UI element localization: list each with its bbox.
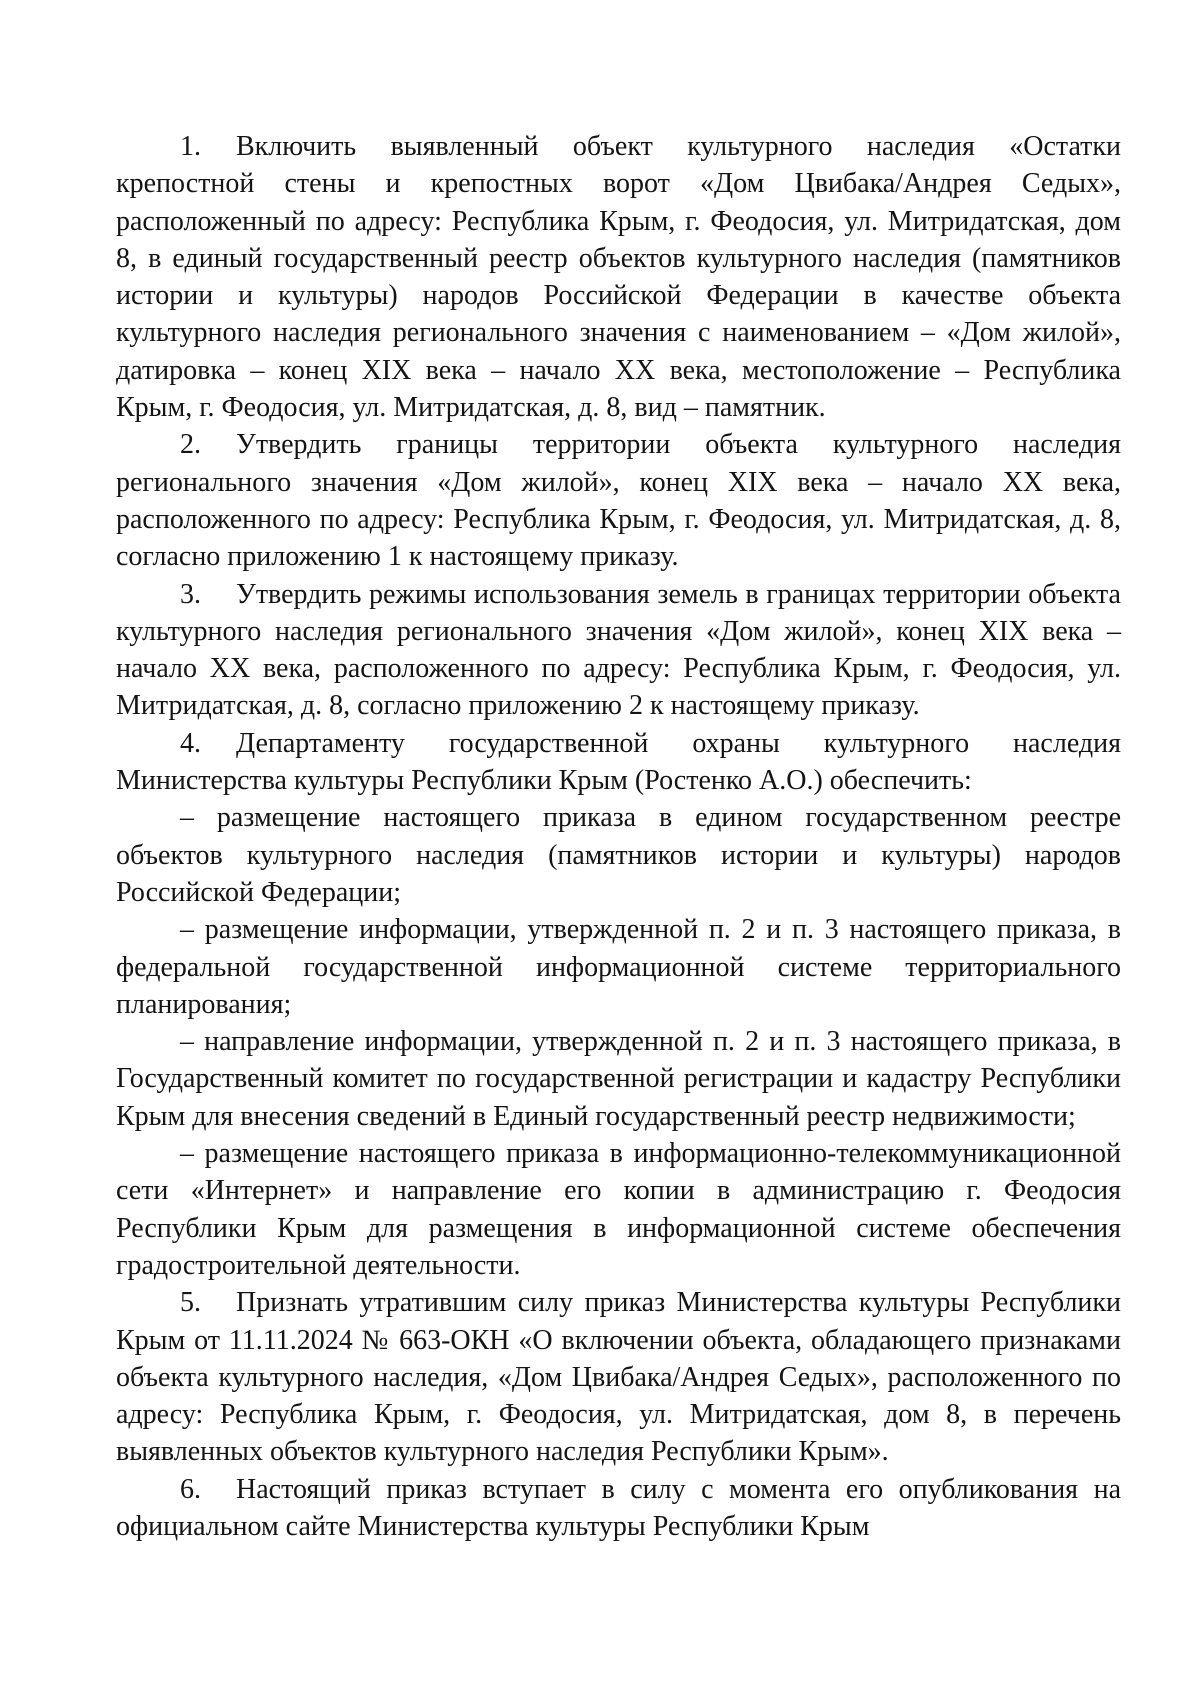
paragraph-text: Утвердить границы территории объекта культурного наследия регионального значения «Дом жилой», конец XIX века – начало XX века, расположенного по адресу: Республика Крым, г. Феодосия, ул. Митридатская, д. 8, согласно приложению 1 к настоящему приказу. bbox=[116, 429, 1121, 573]
paragraph-number: 4. bbox=[180, 727, 201, 759]
paragraph-number: 5. bbox=[180, 1287, 201, 1319]
paragraph-number: 3. bbox=[180, 578, 201, 610]
paragraph-3 bbox=[116, 576, 1121, 725]
paragraph-2 bbox=[116, 426, 1121, 575]
paragraph-number: 1. bbox=[180, 131, 201, 162]
paragraph-text: Признать утратившим силу приказ Министерства культуры Республики Крым от 11.11.2024 № 663-ОКН «О включении объекта, обладающего признаками объекта культурного наследия, «Дом Цвибака/Андрея Седых», расположенного по адресу: Республика Крым, г. Феодосия, ул. Митридатская, дом 8, в перечень выявленных объектов культурного наследия Республики Крым». bbox=[116, 1287, 1121, 1468]
paragraph-number: 2. bbox=[180, 429, 201, 461]
paragraph-4 bbox=[116, 725, 1121, 800]
paragraph-text: Департаменту государственной охраны культурного наследия Министерства культуры Республики Крым (Ростенко А.О.) обеспечить: bbox=[116, 727, 1121, 797]
document-body bbox=[116, 128, 1121, 1545]
paragraph-1 bbox=[116, 128, 1121, 426]
paragraph-number: 6. bbox=[180, 1473, 201, 1505]
list-item-4: – размещение настоящего приказа в информационно-телекоммуникационной сети «Интернет» и направление его копии в администрацию г. Феодосия Республики Крым для размещения в информационной системе обеспечения градостроительной деятельности. bbox=[116, 1138, 1121, 1281]
list-item-1: – размещение настоящего приказа в едином государственном реестре объектов культурного наследия (памятников истории и культуры) народов Российской Федерации; bbox=[116, 802, 1121, 908]
paragraph-text: Утвердить режимы использования земель в границах территории объекта культурного наследия регионального значения «Дом жилой», конец XIX века – начало XX века, расположенного по адресу: Республика Крым, г. Феодосия, ул. Митридатская, д. 8, согласно приложению 2 к настоящему приказу. bbox=[116, 578, 1121, 722]
list-item-3: – направление информации, утвержденной п. 2 и п. 3 настоящего приказа, в Государственный комитет по государственной регистрации и кадастру Республики Крым для внесения сведений в Единый государственный реестр недвижимости; bbox=[116, 1026, 1121, 1132]
paragraph-5 bbox=[116, 1284, 1121, 1470]
list-item-2: – размещение информации, утвержденной п. 2 и п. 3 настоящего приказа, в федеральной государственной информационной системе территориального планирования; bbox=[116, 914, 1121, 1020]
paragraph-text: Включить выявленный объект культурного наследия «Остатки крепостной стены и крепостных ворот «Дом Цвибака/Андрея Седых», расположенный по адресу: Республика Крым, г. Феодосия, ул. Митридатская, дом 8, в единый государственный реестр объектов культурного наследия (памятников истории и культуры) народов Российской Федерации в качестве объекта культурного наследия регионального значения с наименованием – «Дом жилой», датировка – конец XIX века – начало XX века, местоположение – Республика Крым, г. Феодосия, ул. Митридатская, д. 8, вид – памятник. bbox=[116, 131, 1121, 424]
paragraph-text: Настоящий приказ вступает в силу с момента его опубликования на официальном сайте Министерства культуры Республики Крым bbox=[116, 1473, 1121, 1542]
paragraph-6 bbox=[116, 1471, 1121, 1546]
